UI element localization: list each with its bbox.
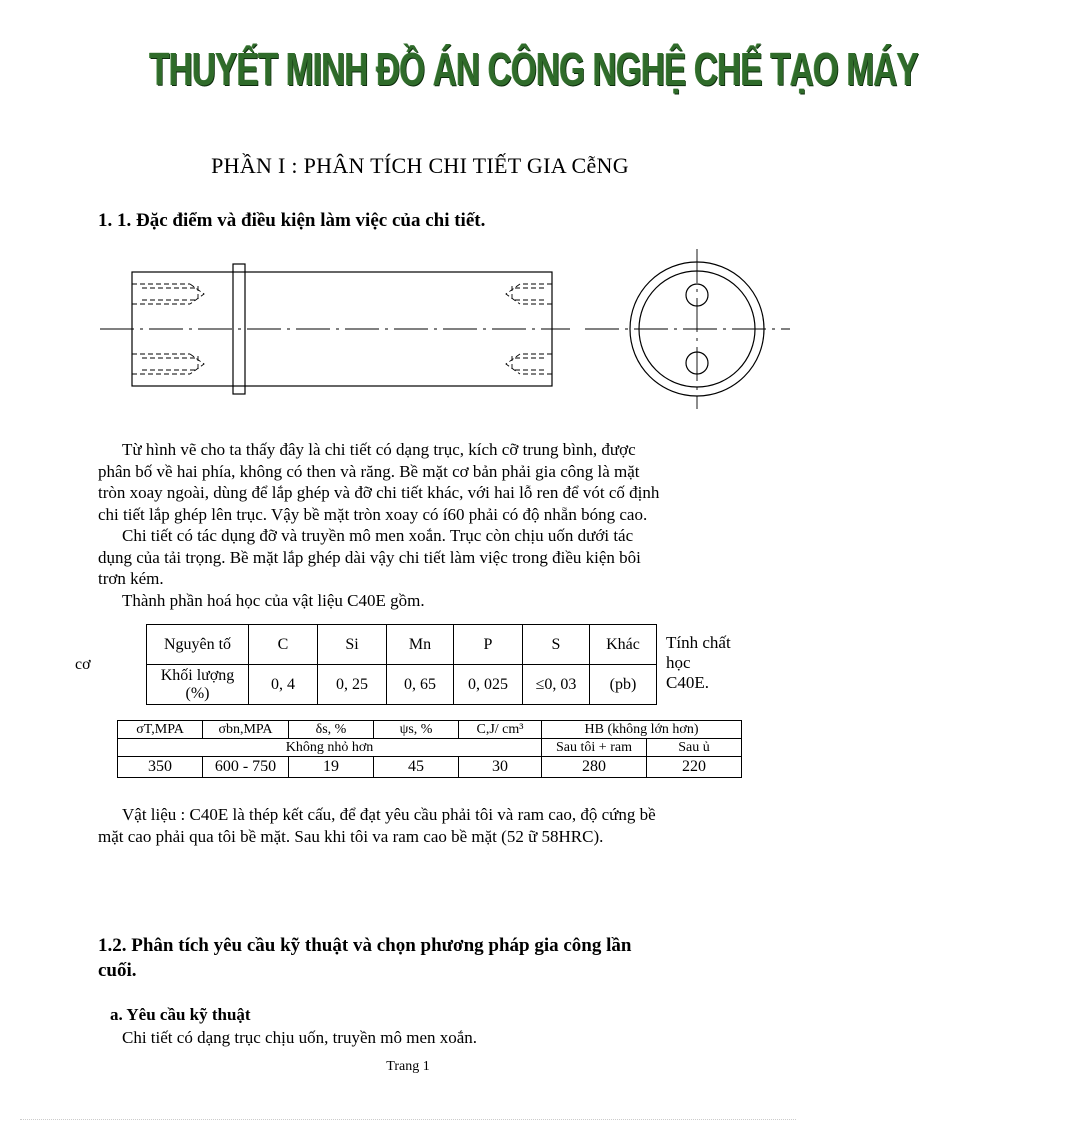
description-paragraphs	[98, 439, 778, 611]
table-row: 350 600 - 750 19 45 30 280 220	[118, 757, 742, 778]
page-bottom-divider	[20, 1119, 796, 1120]
composition-table	[146, 624, 657, 705]
section-1-heading: 1. 1. Đặc điểm và điều kiện làm việc của chi tiết.	[98, 210, 486, 231]
table-side-right: Tính chất học C40E.	[666, 633, 731, 692]
table-row: Không nhỏ hơn Sau tôi + ram Sau ủ	[118, 739, 742, 757]
table-row: Khối lượng (%) 0, 4 0, 25 0, 65 0, 025 ≤0, 03 (pb)	[147, 665, 657, 705]
page-footer: Trang 1	[386, 1059, 430, 1074]
paragraph-3: Thành phần hoá học của vật liệu C40E gồm.	[122, 590, 425, 610]
table-row: Nguyên tố C Si Mn P S Khác	[147, 625, 657, 665]
subsection-a-heading: a. Yêu cầu kỹ thuật	[110, 1005, 251, 1024]
section-2-heading: 1.2. Phân tích yêu cầu kỹ thuật và chọn phương pháp gia công lần cuối.	[98, 935, 632, 981]
mechanical-properties-table	[117, 720, 742, 778]
part-heading: PHẦN I : PHÂN TÍCH CHI TIẾT GIA CễNG	[211, 153, 629, 178]
paragraph-1: Từ hình vẽ cho ta thấy đây là chi tiết có dạng trục, kích cỡ trung bình, được phân bố về hai phía, không có then và răng. Bề mặt cơ bản phải gia công là mặt tròn xoay ngoài, dùng để lắp ghép và đỡ chi tiết khác, với hai lỗ ren để vót cố định chi tiết lắp ghép lên trục. Vậy bề mặt tròn xoay có í60 phải có độ nhẵn bóng cao.	[98, 440, 660, 524]
shaft-drawing	[100, 244, 790, 414]
shaft-body	[132, 272, 552, 386]
table-row: σT,MPA σbn,MPA δs, % ψs, % C,J/ cm³ HB (không lớn hơn)	[118, 721, 742, 739]
paragraph-2: Chi tiết có tác dụng đỡ và truyền mô men xoắn. Trục còn chịu uốn dưới tác dụng của tải trọng. Bề mặt lắp ghép dài vậy chi tiết làm việc trong điều kiện bôi trơn kém.	[98, 526, 641, 588]
table-side-left: cơ	[75, 656, 91, 673]
material-paragraph: Vật liệu : C40E là thép kết cấu, để đạt yêu cầu phải tôi và ram cao, độ cứng bề mặt cao phải qua tôi bề mặt. Sau khi tôi va ram cao bề mặt (52 ữ 58HRC).	[98, 805, 656, 846]
document-title: THUYẾT MINH ĐỒ ÁN CÔNG NGHỆ CHẾ TẠO MÁY	[149, 43, 919, 95]
end-view	[585, 249, 790, 409]
subsection-a-text: Chi tiết có dạng trục chịu uốn, truyền mô men xoắn.	[122, 1028, 478, 1047]
